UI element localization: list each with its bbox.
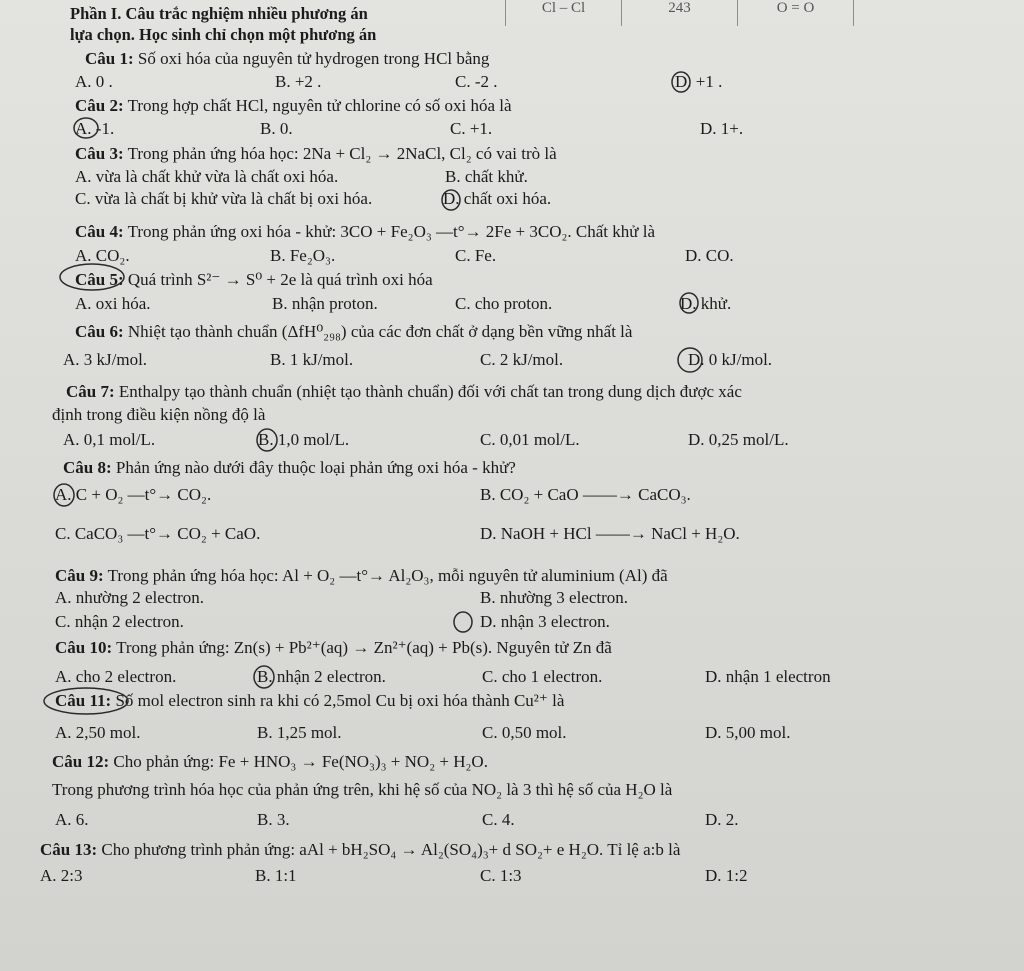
option-d[interactable]: D. 0 kJ/mol. — [688, 350, 773, 369]
question-label: Câu 1: — [85, 49, 134, 68]
option-b[interactable]: B. 1 kJ/mol. — [270, 350, 354, 369]
option-a[interactable]: A. C + O₂ —t°→ CO₂. — [55, 485, 212, 504]
question-text: Trong phản ứng oxi hóa - khử: 3CO + Fe₂O₃ —t°→ 2Fe + 3CO₂. Chất khử là — [127, 222, 656, 241]
question-label: Câu 9: — [55, 566, 104, 585]
option-a[interactable]: A. CO₂. — [75, 246, 130, 265]
question-text: Trong hợp chất HCl, nguyên tử chlorine có số oxi hóa là — [127, 96, 512, 115]
question-label: Câu 6: — [75, 322, 124, 341]
question-label: Câu 10: — [55, 638, 113, 657]
question-label: Câu 5: — [75, 270, 124, 289]
option-b[interactable]: B. nhận 2 electron. — [257, 667, 386, 686]
answer-circle-q5 — [60, 264, 124, 290]
question-label: Câu 2: — [75, 96, 124, 115]
option-b[interactable]: B. Fe₂O₃. — [270, 246, 336, 265]
answer-circle-q10 — [254, 666, 274, 688]
question-text: Trong phản ứng: Zn(s) + Pb²⁺(aq) → Zn²⁺(aq) + Pb(s). Nguyên tử Zn đã — [116, 638, 612, 657]
question-text: Trong phản ứng hóa học: Al + O₂ —t°→ Al₂O₃, mỗi nguyên tử aluminium (Al) đã — [107, 566, 668, 585]
answer-circle-q9 — [454, 612, 472, 632]
table-cell: 243 — [621, 0, 737, 26]
option-a[interactable]: A. cho 2 electron. — [55, 667, 177, 686]
option-a[interactable]: A. 2,50 mol. — [55, 723, 141, 742]
option-d[interactable]: D. 0,25 mol/L. — [688, 430, 789, 449]
option-c[interactable]: C. 0,50 mol. — [482, 723, 567, 742]
option-a[interactable]: A. 2:3 — [40, 866, 83, 885]
option-a[interactable]: A. 0 . — [75, 72, 113, 91]
question-7-text-cont: định trong điều kiện nồng độ là — [52, 405, 266, 424]
question-text: Phản ứng nào dưới đây thuộc loại phản ứng oxi hóa - khử? — [115, 458, 516, 477]
option-d[interactable]: D. nhận 3 electron. — [480, 612, 610, 631]
answer-circle-q2 — [74, 118, 98, 138]
option-c[interactable]: C. nhận 2 electron. — [55, 612, 184, 631]
question-label: Câu 4: — [75, 222, 124, 241]
option-d[interactable]: D. chất oxi hóa. — [443, 189, 552, 208]
option-a[interactable]: A. 6. — [55, 810, 89, 829]
option-a[interactable]: A. -1. — [75, 119, 115, 138]
option-b[interactable]: B. CO₂ + CaO ——→ CaCO₃. — [480, 485, 691, 504]
question-text: Số mol electron sinh ra khi có 2,5mol Cu bị oxi hóa thành Cu²⁺ là — [115, 691, 565, 710]
option-d[interactable]: D. NaOH + HCl ——→ NaCl + H₂O. — [480, 524, 740, 543]
option-b[interactable]: B. 1,0 mol/L. — [258, 430, 350, 449]
option-c[interactable]: C. 0,01 mol/L. — [480, 430, 580, 449]
question-text: Quá trình S²⁻ → S⁰ + 2e là quá trình oxi hóa — [127, 270, 433, 289]
option-c[interactable]: C. +1. — [450, 119, 493, 138]
question-label: Câu 12: — [52, 752, 110, 771]
question-label: Câu 7: — [66, 382, 115, 401]
option-a[interactable]: A. nhường 2 electron. — [55, 588, 204, 607]
option-c[interactable]: C. 4. — [482, 810, 515, 829]
option-a[interactable]: A. 3 kJ/mol. — [63, 350, 148, 369]
question-label: Câu 13: — [40, 840, 98, 859]
option-d[interactable]: D. khử. — [680, 294, 732, 313]
question-text: Enthalpy tạo thành chuẩn (nhiệt tạo thành chuẩn) đối với chất tan trong dung dịch được xác — [118, 382, 742, 401]
question-label: Câu 8: — [63, 458, 112, 477]
table-cell: Cl – Cl — [505, 0, 621, 26]
option-d[interactable]: D. 1+. — [700, 119, 744, 138]
option-c[interactable]: C. Fe. — [455, 246, 497, 265]
option-b[interactable]: B. chất khử. — [445, 167, 528, 186]
question-label: Câu 3: — [75, 144, 124, 163]
question-label: Câu 11: — [55, 691, 112, 710]
question-text: Số oxi hóa của nguyên tử hydrogen trong HCl bằng — [137, 49, 490, 68]
option-b[interactable]: B. nhường 3 electron. — [480, 588, 629, 607]
question-text: Cho phương trình phản ứng: aAl + bH₂SO₄ → Al₂(SO₄)₃+ d SO₂+ e H₂O. Tỉ lệ a:b là — [101, 840, 681, 859]
option-d[interactable]: D. 2. — [705, 810, 739, 829]
option-b[interactable]: B. +2 . — [275, 72, 322, 91]
option-d[interactable]: D. 1:2 — [705, 866, 748, 885]
answer-circle-q6 — [678, 348, 702, 372]
option-c[interactable]: C. 1:3 — [480, 866, 522, 885]
option-a[interactable]: A. 0,1 mol/L. — [63, 430, 156, 449]
option-c[interactable]: C. -2 . — [455, 72, 498, 91]
option-d[interactable]: D. 5,00 mol. — [705, 723, 791, 742]
answer-circle-q11 — [44, 688, 128, 714]
option-c[interactable]: C. cho 1 electron. — [482, 667, 603, 686]
option-a[interactable]: A. vừa là chất khử vừa là chất oxi hóa. — [75, 167, 339, 186]
option-c[interactable]: C. 2 kJ/mol. — [480, 350, 564, 369]
answer-circle-q1 — [672, 72, 690, 92]
answer-circle-q8 — [54, 484, 74, 506]
option-d[interactable]: D. nhận 1 electron — [705, 667, 831, 686]
option-c[interactable]: C. vừa là chất bị khử vừa là chất bị oxi hóa. — [75, 189, 373, 208]
table-cell: O = O — [737, 0, 853, 26]
option-c[interactable]: C. cho proton. — [455, 294, 553, 313]
answer-circle-q3 — [442, 190, 460, 210]
answer-circle-q7 — [257, 429, 277, 451]
option-b[interactable]: B. 0. — [260, 119, 293, 138]
option-a[interactable]: A. oxi hóa. — [75, 294, 151, 313]
question-text: Trong phản ứng hóa học: 2Na + Cl₂ → 2NaCl, Cl₂ có vai trò là — [127, 144, 557, 163]
option-d[interactable]: D. CO. — [685, 246, 734, 265]
section-title: Phần I. Câu trắc nghiệm nhiều phương án — [70, 4, 368, 23]
option-d[interactable]: D. +1 . — [675, 72, 723, 91]
option-b[interactable]: B. nhận proton. — [272, 294, 378, 313]
section-instruction: lựa chọn. Học sinh chỉ chọn một phương án — [70, 25, 377, 44]
question-text: Nhiệt tạo thành chuẩn (ΔfH⁰₂₉₈) của các đơn chất ở dạng bền vững nhất là — [127, 322, 633, 341]
option-b[interactable]: B. 1,25 mol. — [257, 723, 342, 742]
question-12-text-cont: Trong phương trình hóa học của phản ứng trên, khi hệ số của NO₂ là 3 thì hệ số của H₂O là — [52, 780, 673, 799]
option-b[interactable]: B. 3. — [257, 810, 290, 829]
option-b[interactable]: B. 1:1 — [255, 866, 297, 885]
answer-circle-q5-d — [680, 293, 698, 313]
option-c[interactable]: C. CaCO₃ —t°→ CO₂ + CaO. — [55, 524, 261, 543]
question-text: Cho phản ứng: Fe + HNO₃ → Fe(NO₃)₃ + NO₂ + H₂O. — [113, 752, 488, 771]
